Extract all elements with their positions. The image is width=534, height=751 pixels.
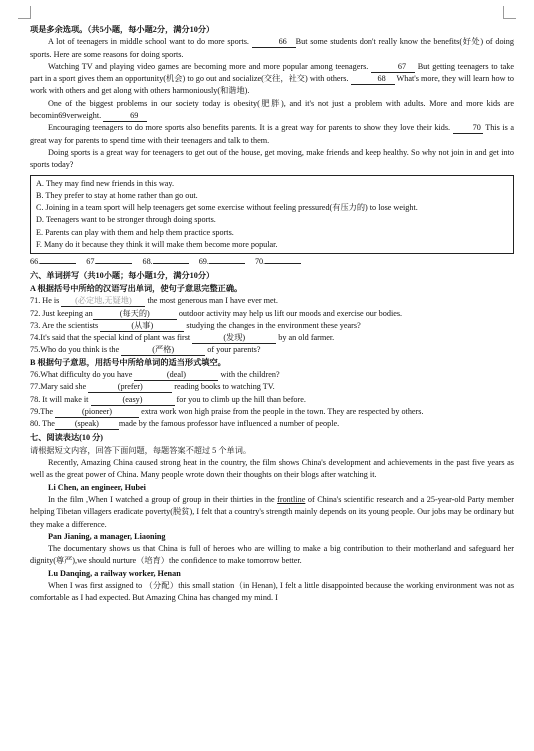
passage-paragraph-1: A lot of teenagers in middle school want to do more sports. 66 But some students don't really know the benefits(好处) of doing sports. Here are some reasons for doing sports. (30, 37, 514, 59)
answer-blank-66[interactable] (40, 263, 76, 264)
page-corner-mark-left (18, 6, 31, 19)
section-7-instruction: 请根据短文内容，回答下面问题，每题答案不超过 5 个单词。 (30, 445, 252, 455)
passage-paragraph-3: One of the biggest problems in our society today is obesity(肥胖), and it's not just a problem with adults. More and more kids are becomin69verweight. 69 (30, 98, 514, 121)
section-a-title: A 根据括号中所给的汉语写出单词，使句子意思完整正确。 (30, 283, 243, 293)
option-c: C. Joining in a team sport will help teenagers get some exercise without feeling pressured(有压力的) to lose weight. (36, 203, 418, 213)
blank-68[interactable]: 68 (351, 74, 395, 85)
fill-blank-71[interactable]: (必定地,无疑地) (61, 296, 145, 307)
reading-author-1: Li Chen, an engineer, Hubei (48, 482, 146, 492)
question-74: 74.It's said that the special kind of plant was first (发现) by an old farmer. (30, 333, 335, 343)
options-box (30, 175, 514, 255)
answer-blank-68[interactable] (153, 263, 189, 264)
passage-paragraph-2: Watching TV and playing video games are becoming more and more popular among teenagers. 67 But getting teenagers to take part in a sport gives them an opportunity(机会) to go out and socialize(交往，社交) with others. 68 What's more, they will learn how to work with others and get along with others harmoniously(和谐地). (30, 61, 514, 96)
option-b: B. They prefer to stay at home rather than go out. (36, 190, 198, 200)
passage-paragraph-4: Encouraging teenagers to do more sports also benefits parents. It is a great way for parents to show they love their kids. 70 This is a great way for parents to spend time with their teenagers and talk to them. (30, 123, 514, 145)
option-f: F. Many do it because they think it will make them become more popular. (36, 240, 278, 250)
question-76: 76.What difficulty do you have (deal) with the children? (30, 370, 280, 380)
question-73: 73. Are the scientists (从事) studying the changes in the environment these years? (30, 320, 361, 330)
page-corner-mark-right (503, 6, 516, 19)
option-a: A. They may find new friends in this way. (36, 178, 175, 188)
question-79: 79.The (pioneer) extra work won high praise from the people in the town. They are respected by others. (30, 406, 424, 416)
reading-paragraph-1: In the film ,When I watched a group of group in their thirties in the frontline of China's scientific research and a 25-year-old Party member helping Tibetan villagers eradicate poverty(脱贫), I felt that a country's strength mainly depends on its young people. Our jobs may be ordinary but they make a difference. (30, 494, 515, 529)
answer-blank-69[interactable] (209, 263, 245, 264)
section-6-title: 六、单词拼写（共10小题；每小题1分，满分10分） (30, 270, 215, 280)
question-72: 72. Just keeping an (每天的) outdoor activity may help us lift our moods and exercise our bodies. (30, 308, 403, 318)
fill-blank-79[interactable]: (pioneer) (55, 407, 139, 418)
reading-author-3: Lu Danqing, a railway worker, Henan (48, 568, 181, 578)
section-header-line: 项是多余选项。（共5小题，每小题2分，满分10分） (30, 25, 215, 34)
question-78: 78. It will make it (easy) for you to climb up the hill than before. (30, 394, 306, 404)
reading-paragraph-3: When I was first assigned to （分配）this small station（in Henan), I felt a little disappointed because the working environment was not as comfortable as I had expected. But Amazing China has changed my mind. I (30, 581, 514, 603)
blank-67[interactable]: 67 (371, 62, 415, 73)
blank-70[interactable]: 70 (453, 123, 483, 134)
answer-row: 66. 67. 68. 69. 70. (30, 256, 514, 268)
fill-blank-73[interactable]: (从事) (100, 321, 184, 332)
fill-blank-72[interactable]: (每天的) (93, 309, 177, 320)
fill-blank-75[interactable]: (严格) (121, 345, 205, 356)
fill-blank-78[interactable]: (easy) (91, 395, 175, 406)
blank-69[interactable]: 69 (103, 111, 147, 122)
fill-blank-76[interactable]: (deal) (134, 370, 218, 381)
answer-blank-67[interactable] (96, 263, 132, 264)
section-b-title: B 根据句子意思，用括号中所给单词的适当形式填空。 (30, 357, 226, 367)
passage-paragraph-5: Doing sports is a great way for teenagers to get out of the house, get moving, make friends and keep healthy. So why not join in and get into sports today? (30, 147, 514, 170)
reading-author-2: Pan Jianing, a manager, Liaoning (48, 531, 166, 541)
question-77: 77.Mary said she (prefer) reading books to watching TV. (30, 382, 275, 392)
reading-intro: Recently, Amazing China caused strong heat in the country, the film shows China's development and achievements in the past five years as well as the great power of China. Many people wrote down their thoughts on their blogs after watching it. (30, 458, 514, 480)
reading-paragraph-2: The documentary shows us that China is full of heroes who are willing to make a big contribution to their motherland and safeguard her dignity(尊严),we should nurture（培育）the confidence to make tomorrow better. (30, 544, 514, 566)
section-7-title: 七、阅读表达(10 分) (30, 432, 104, 442)
fill-blank-74[interactable]: (发现) (192, 333, 276, 344)
question-80: 80. The (speak) made by the famous professor have influenced a number of people. (30, 419, 340, 429)
blank-66[interactable]: 66 (252, 37, 296, 48)
question-71: 71. He is (必定地,无疑地) the most generous man I have ever met. (30, 296, 278, 306)
answer-blank-70[interactable] (265, 263, 301, 264)
option-e: E. Parents can play with them and help them practice sports. (36, 227, 234, 237)
option-d: D. Teenagers want to be stronger through doing sports. (36, 215, 216, 225)
fill-blank-80[interactable]: (speak) (55, 419, 119, 430)
fill-blank-77[interactable]: (prefer) (88, 382, 172, 393)
document-page (30, 24, 514, 605)
question-75: 75.Who do you think is the (严格) of your parents? (30, 345, 261, 355)
underlined-word-frontline: frontline (277, 494, 306, 504)
